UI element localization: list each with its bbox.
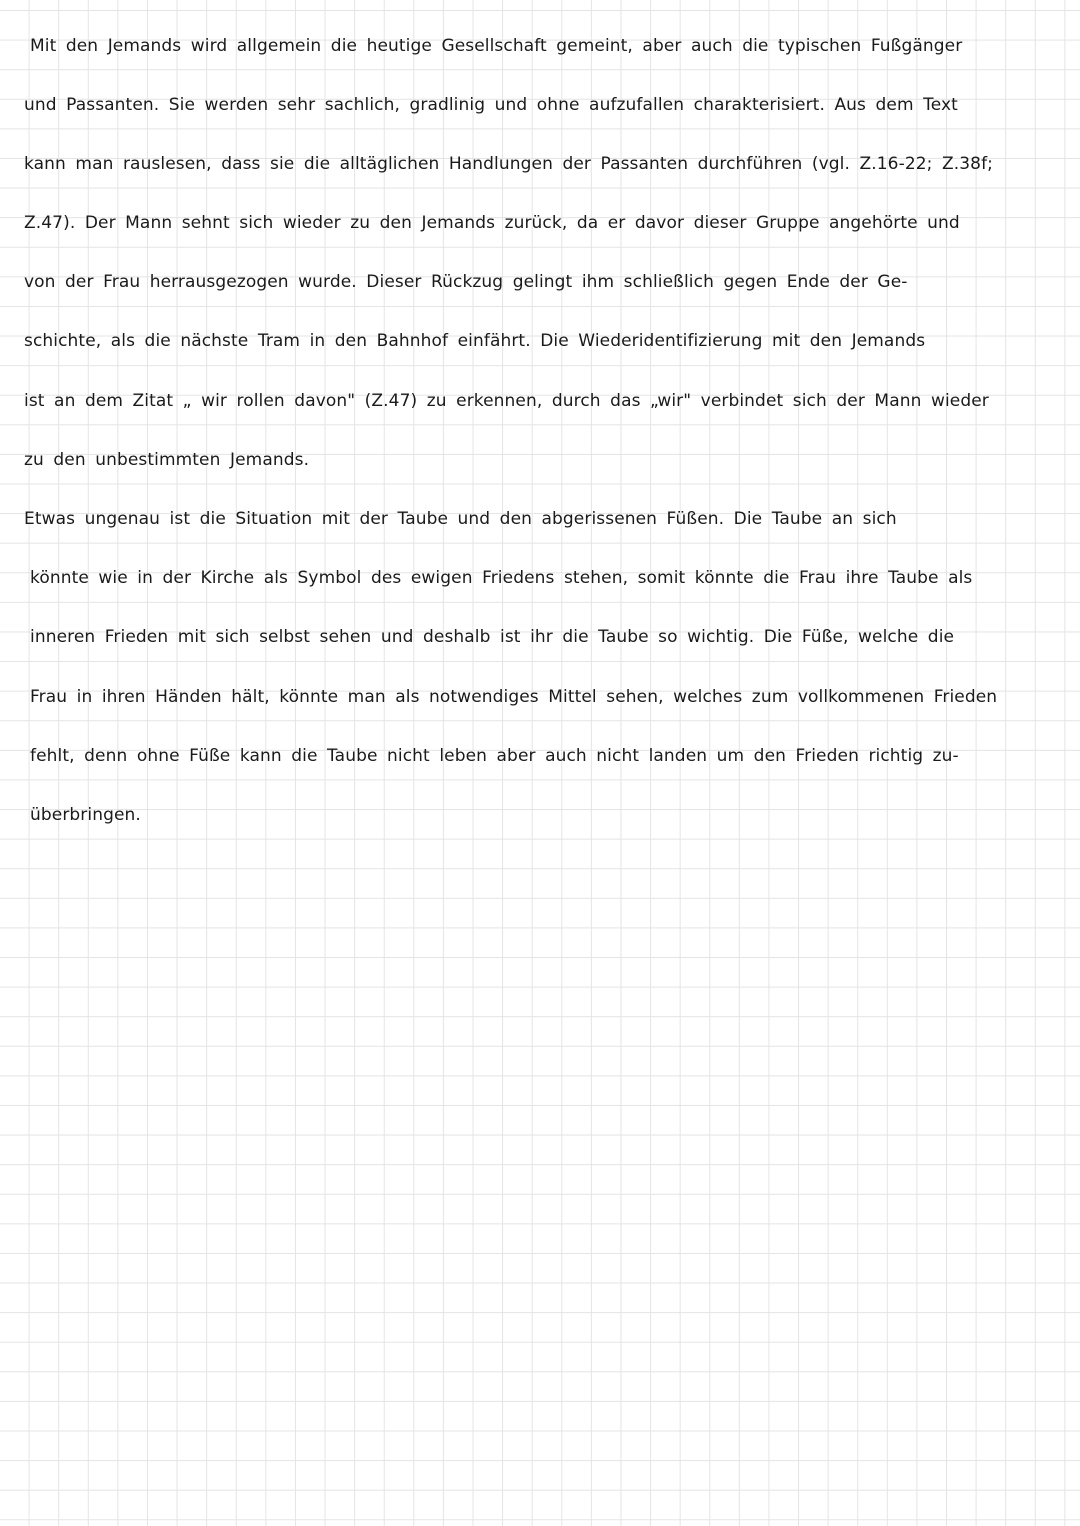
text-line: schichte, als die nächste Tram in den Bahnhof einfährt. Die Wiederidentifizierung mit den Jemands (24, 331, 926, 351)
text-line: inneren Frieden mit sich selbst sehen und deshalb ist ihr die Taube so wichtig. Die Füße, welche die (30, 627, 955, 647)
text-line: Mit den Jemands wird allgemein die heutige Gesellschaft gemeint, aber auch die typischen Fußgänger (30, 36, 963, 56)
text-line: zu den unbestimmten Jemands. (24, 450, 310, 470)
text-line: Frau in ihren Händen hält, könnte man als notwendiges Mittel sehen, welches zum vollkommenen Frieden (30, 687, 998, 707)
text-line: und Passanten. Sie werden sehr sachlich, gradlinig und ohne aufzufallen charakterisiert. Aus dem Text (24, 95, 958, 115)
text-line: ist an dem Zitat „ wir rollen davon" (Z.47) zu erkennen, durch das „wir" verbindet sich der Mann wieder (24, 391, 989, 411)
text-line: von der Frau herrausgezogen wurde. Dieser Rückzug gelingt ihm schließlich gegen Ende der Ge- (24, 272, 908, 292)
text-line: Etwas ungenau ist die Situation mit der Taube und den abgerissenen Füßen. Die Taube an sich (24, 509, 897, 529)
text-line: könnte wie in der Kirche als Symbol des ewigen Friedens stehen, somit könnte die Frau ihre Taube als (30, 568, 973, 588)
text-line: fehlt, denn ohne Füße kann die Taube nicht leben aber auch nicht landen um den Frieden richtig zu- (30, 746, 959, 766)
text-line: Z.47). Der Mann sehnt sich wieder zu den Jemands zurück, da er davor dieser Gruppe angehörte und (24, 213, 960, 233)
text-line: kann man rauslesen, dass sie die alltäglichen Handlungen der Passanten durchführen (vgl. Z.16-22; Z.38f; (24, 154, 993, 174)
text-line: überbringen. (30, 805, 141, 825)
